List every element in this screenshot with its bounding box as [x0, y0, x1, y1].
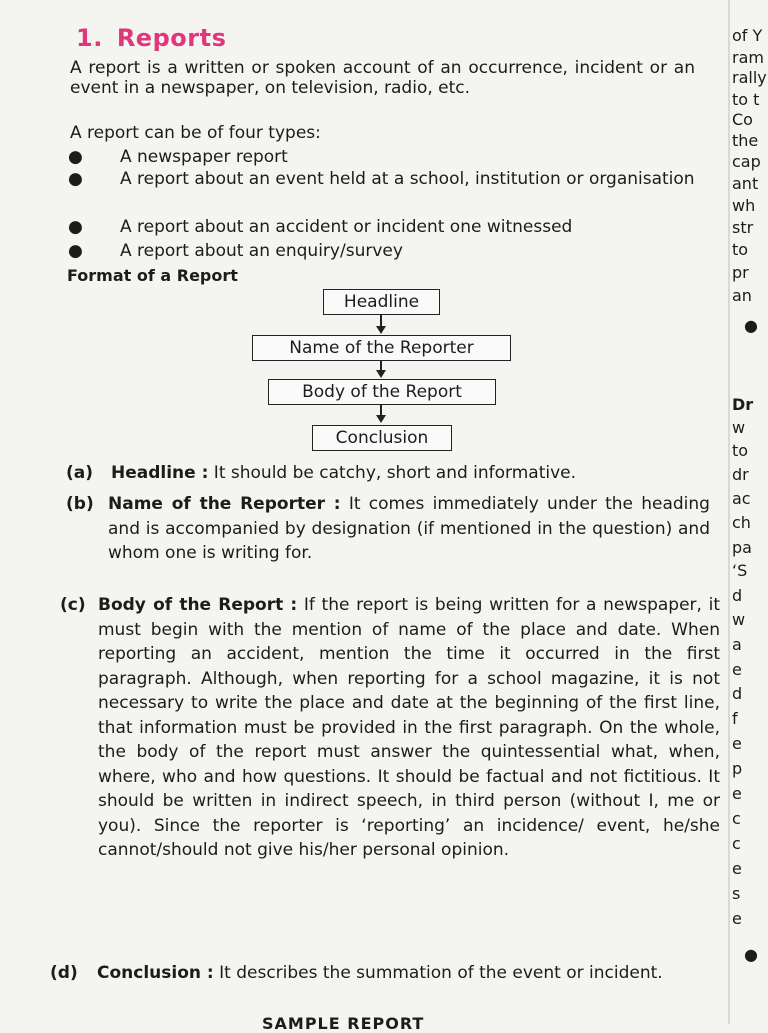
- next-heading-cut: SAMPLE REPORT: [262, 1014, 425, 1033]
- section-number: 1.: [76, 24, 103, 52]
- bullet-icon: ●: [744, 316, 758, 335]
- arrow-down-icon: [376, 370, 386, 378]
- intro-paragraph: A report is a written or spoken account of an occurrence, incident or an event in a newspaper, on television, radio, etc.: [70, 58, 695, 98]
- bullet-icon: ●: [68, 147, 83, 167]
- format-item-conclusion: (d) Conclusion : It describes the summation of the event or incident.: [50, 963, 663, 983]
- list-item: ● A report about an accident or incident one witnessed: [68, 217, 573, 237]
- types-lead: A report can be of four types:: [70, 123, 321, 143]
- list-item: ● A newspaper report: [68, 147, 288, 167]
- arrow-down-icon: [376, 326, 386, 334]
- bullet-icon: ●: [68, 217, 83, 237]
- flow-box-headline: Headline: [323, 289, 440, 315]
- bullet-icon: ●: [68, 169, 83, 189]
- flow-box-conclusion: Conclusion: [312, 425, 452, 451]
- list-item: ● A report about an enquiry/survey: [68, 241, 403, 261]
- format-heading: Format of a Report: [67, 266, 238, 285]
- bullet-icon: ●: [68, 241, 83, 261]
- flow-box-body: Body of the Report: [268, 379, 496, 405]
- section-title: [76, 24, 226, 52]
- section-title-text: Reports: [116, 24, 227, 52]
- list-item: ● A report about an event held at a school, institution or organisation: [68, 169, 695, 189]
- arrow-down-icon: [376, 415, 386, 423]
- right-column-fragment: of Y ram rally to t Co the cap ant wh str to pr an ● Dr w to dr ac ch pa ‘S d w a e d f e p e c c e s e ●: [732, 26, 767, 964]
- format-item-body: (c) Body of the Report : If the report is being written for a newspaper, it must begin with the mention of name of the place and date. When reporting an accident, mention the time it occurred in the first paragraph. Although, when reporting for a school magazine, it is not necessary to write the place and date at the beginning of the first line, that information must be provided in the first paragraph. On the whole, the body of the report must answer the quintessential what, when, where, who and how questions. It should be factual and not fictitious. It should be written in indirect speech, in third person (without I, me or you). Since the reporter is ‘reporting’ an incidence/ event, he/she cannot/should not give his/her personal opinion.: [60, 595, 721, 860]
- format-item-headline: (a) Headline : It should be catchy, short and informative.: [66, 463, 577, 483]
- bullet-icon: ●: [744, 945, 758, 964]
- format-item-reporter: (b) Name of the Reporter : It comes immediately under the heading and is accompanied by designation (if mentioned in the question) and whom one is writing for.: [66, 494, 710, 563]
- column-divider: [728, 0, 730, 1024]
- flow-box-reporter: Name of the Reporter: [252, 335, 511, 361]
